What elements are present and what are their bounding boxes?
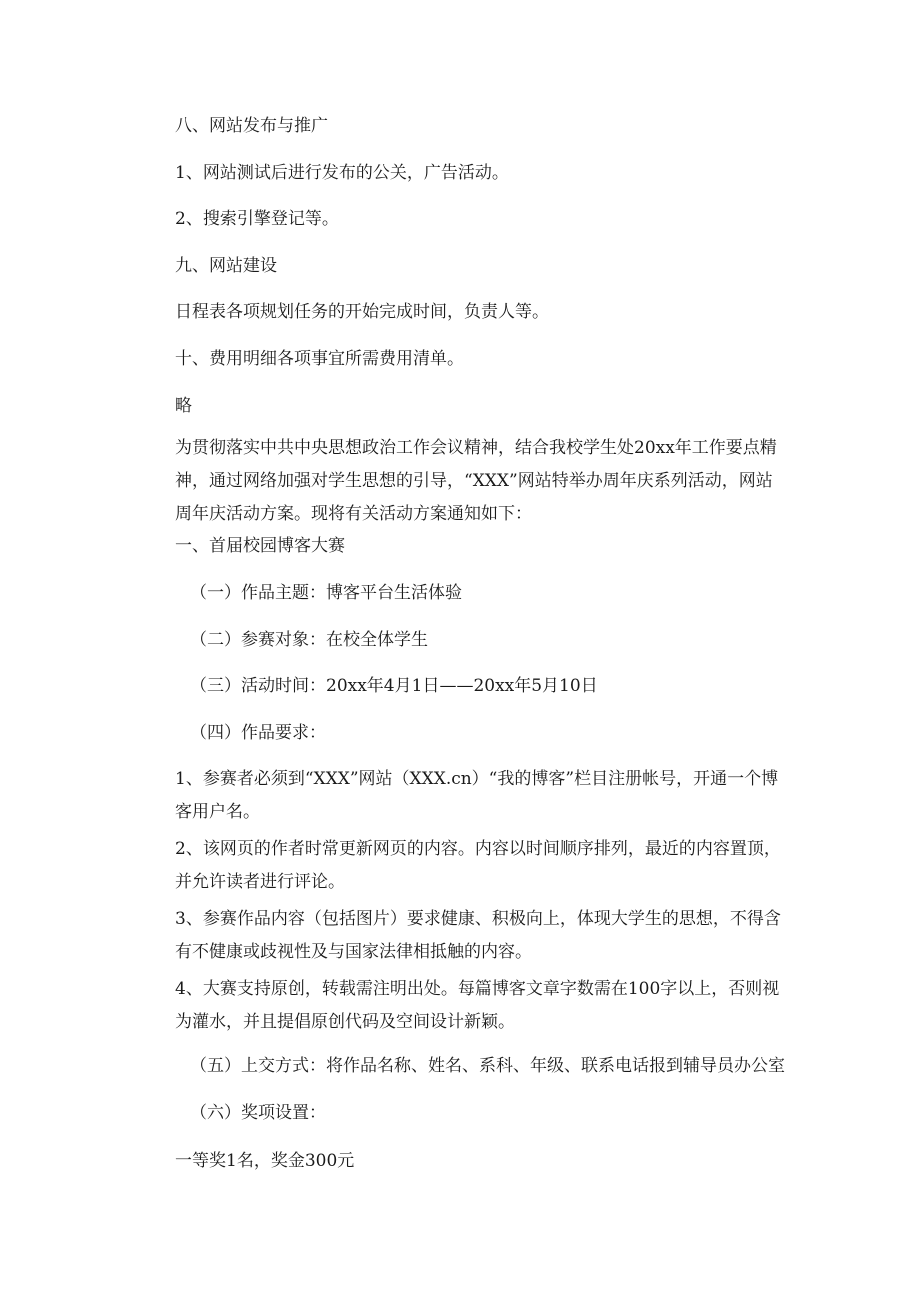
intro-text: 为贯彻落实中共中央思想政治工作会议精神，结合我校学生处20xx年工作要点精神，通过网络加强对学生思想的引导，“XXX”网站特举办周年庆系列活动，网站周年庆活动方案。现将有关活动方案通知如下： [175,438,777,524]
requirement-1 [175,763,785,829]
paragraph-search-engine: 2、搜索引擎登记等。 [175,209,339,229]
heading-eight: 八、网站发布与推广 [175,116,328,136]
item-awards: （六）奖项设置： [190,1103,326,1123]
item-participants: （二）参赛对象：在校全体学生 [190,630,428,650]
heading-nine: 九、网站建设 [175,256,277,276]
requirement-2-text: 2、该网页的作者时常更新网页的内容。内容以时间顺序排列，最近的内容置顶，并允许读者进行评论。 [175,839,781,892]
heading-blog-contest: 一、首届校园博客大赛 [175,536,345,556]
requirement-2 [175,833,785,899]
paragraph-omitted: 略 [175,396,192,416]
item-theme: （一）作品主题：博客平台生活体验 [190,583,462,603]
paragraph-publish-test: 1、网站测试后进行发布的公关，广告活动。 [175,163,509,183]
heading-ten: 十、费用明细各项事宜所需费用清单。 [175,349,464,369]
paragraph-schedule: 日程表各项规划任务的开始完成时间，负责人等。 [175,302,549,322]
requirement-4-text: 4、大赛支持原创，转载需注明出处。每篇博客文章字数需在100字以上，否则视为灌水，并且提倡原创代码及空间设计新颖。 [175,979,780,1032]
requirement-3-text: 3、参赛作品内容（包括图片）要求健康、积极向上，体现大学生的思想，不得含有不健康或歧视性及与国家法律相抵触的内容。 [175,909,781,962]
item-submission: （五）上交方式：将作品名称、姓名、系科、年级、联系电话报到辅导员办公室 [190,1056,785,1076]
requirement-1-text: 1、参赛者必须到“XXX”网站（XXX.cn）“我的博客”栏目注册帐号，开通一个博客用户名。 [175,769,779,822]
item-time: （三）活动时间：20xx年4月1日——20xx年5月10日 [190,676,598,696]
requirement-4 [175,973,785,1039]
requirement-3 [175,903,785,969]
item-requirements: （四）作品要求： [190,723,326,743]
award-first-prize: 一等奖1名，奖金300元 [175,1151,355,1171]
intro-paragraph [175,432,785,531]
